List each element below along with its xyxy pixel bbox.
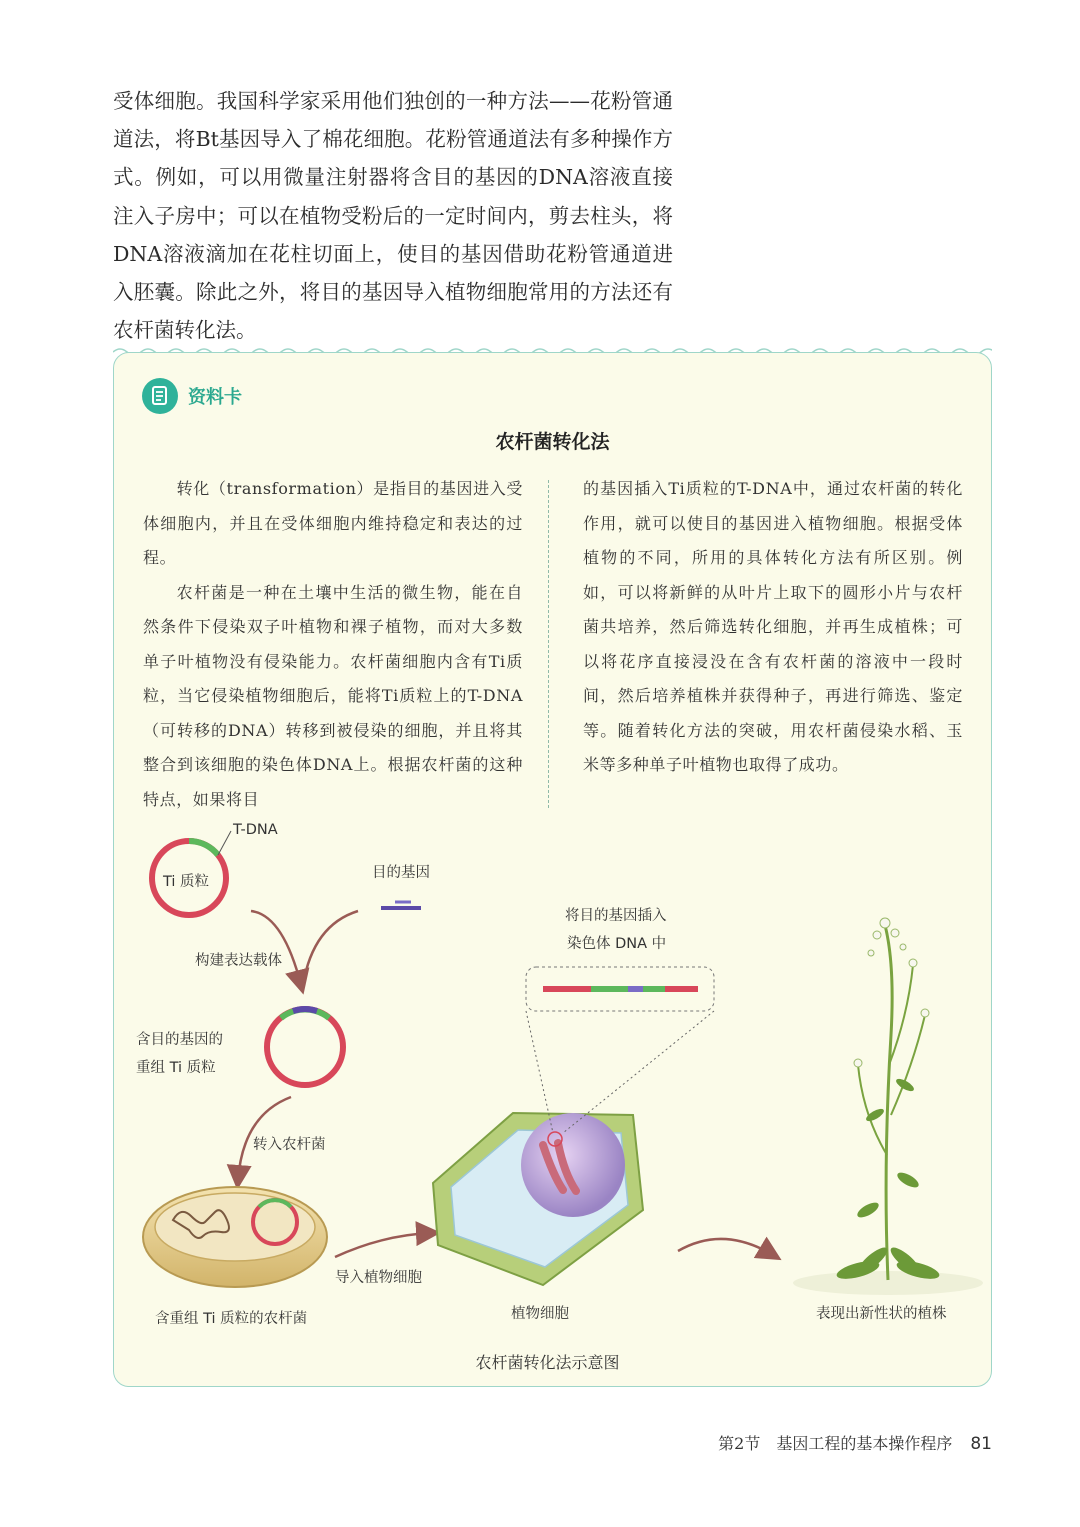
recombinant-plasmid-icon [267,1009,343,1085]
document-icon [142,378,178,414]
insert-label-2: 染色体 DNA 中 [567,936,667,952]
section-title: 第2节 基因工程的基本操作程序 [718,1434,953,1453]
intro-paragraph [113,82,673,349]
plant-cell-icon [433,1113,643,1285]
column-divider [548,480,549,808]
figure-caption: 农杆菌转化法示意图 [475,1353,620,1372]
into-agro-label: 转入农杆菌 [253,1137,326,1153]
card-right-column [583,472,963,783]
target-gene-label: 目的基因 [372,865,430,881]
ti-plasmid-label: Ti 质粒 [163,874,210,890]
card-title: 农杆菌转化法 [495,431,610,453]
right-paragraph-1: 的基因插入Ti质粒的T-DNA中，通过农杆菌的转化作用，就可以使目的基因进入植物细胞。根据受体植物的不同，所用的具体转化方法有所区别。例如，可以将新鲜的从叶片上取下的圆形小片与农杆菌共培养，然后筛选转化细胞，并再生成植株；可以将花序直接浸没在含有农杆菌的溶液中一段时间，然后培养植株并获得种子，再进行筛选、鉴定等。随着转化方法的突破，用农杆菌侵染水稻、玉米等多种单子叶植物也取得了成功。 [583,479,963,774]
agrobacterium-label: 含重组 Ti 质粒的农杆菌 [155,1311,308,1327]
arrow-to-plant [678,1239,773,1255]
recombinant-plasmid-label-2: 重组 Ti 质粒 [136,1060,216,1076]
into-plant-cell-label: 导入植物细胞 [335,1270,422,1286]
new-plant-label: 表现出新性状的植株 [816,1306,947,1322]
card-badge-label: 资料卡 [188,387,242,408]
left-paragraph-2: 农杆菌是一种在土壤中生活的微生物，能在自然条件下侵染双子叶植物和裸子植物，而对大多数单子叶植物没有侵染能力。农杆菌细胞内含有Ti质粒，当它侵染植物细胞后，能将Ti质粒上的T-DNA（可转移的DNA）转移到被侵染的细胞，并且将其整合到该细胞的染色体DNA上。根据农杆菌的这种特点，如果将目 [143,582,523,809]
tdna-label: T-DNA [233,822,278,838]
arrow-from-gene [303,911,358,985]
plant-icon [793,918,983,1295]
intro-text: 受体细胞。我国科学家采用他们独创的一种方法——花粉管通道法，将Bt基因导入了棉花细胞。花粉管通道法有多种操作方式。例如，可以用微量注射器将含目的基因的DNA溶液直接注入子房中；可以在植物受粉后的一定时间内，剪去柱头，将DNA溶液滴加在花柱切面上，使目的基因借助花粉管通道进入胚囊。除此之外，将目的基因导入植物细胞常用的方法还有农杆菌转化法。 [113,89,673,343]
card-left-column [143,472,523,817]
transformation-diagram [113,815,992,1345]
recombinant-plasmid-label-1: 含目的基因的 [136,1032,223,1048]
plant-cell-label: 植物细胞 [511,1306,569,1322]
left-paragraph-1: 转化（transformation）是指目的基因进入受体细胞内，并且在受体细胞内维持稳定和表达的过程。 [143,479,523,567]
agrobacterium-icon [143,1187,327,1287]
page-number: 81 [970,1434,992,1454]
insert-label-1: 将目的基因插入 [565,908,667,924]
target-gene-icon [381,902,421,908]
page-footer [718,1431,992,1454]
chromosome-dna-zoom [526,967,714,1133]
build-vector-label: 构建表达载体 [195,953,282,969]
arrow-to-plant-cell [335,1233,431,1257]
